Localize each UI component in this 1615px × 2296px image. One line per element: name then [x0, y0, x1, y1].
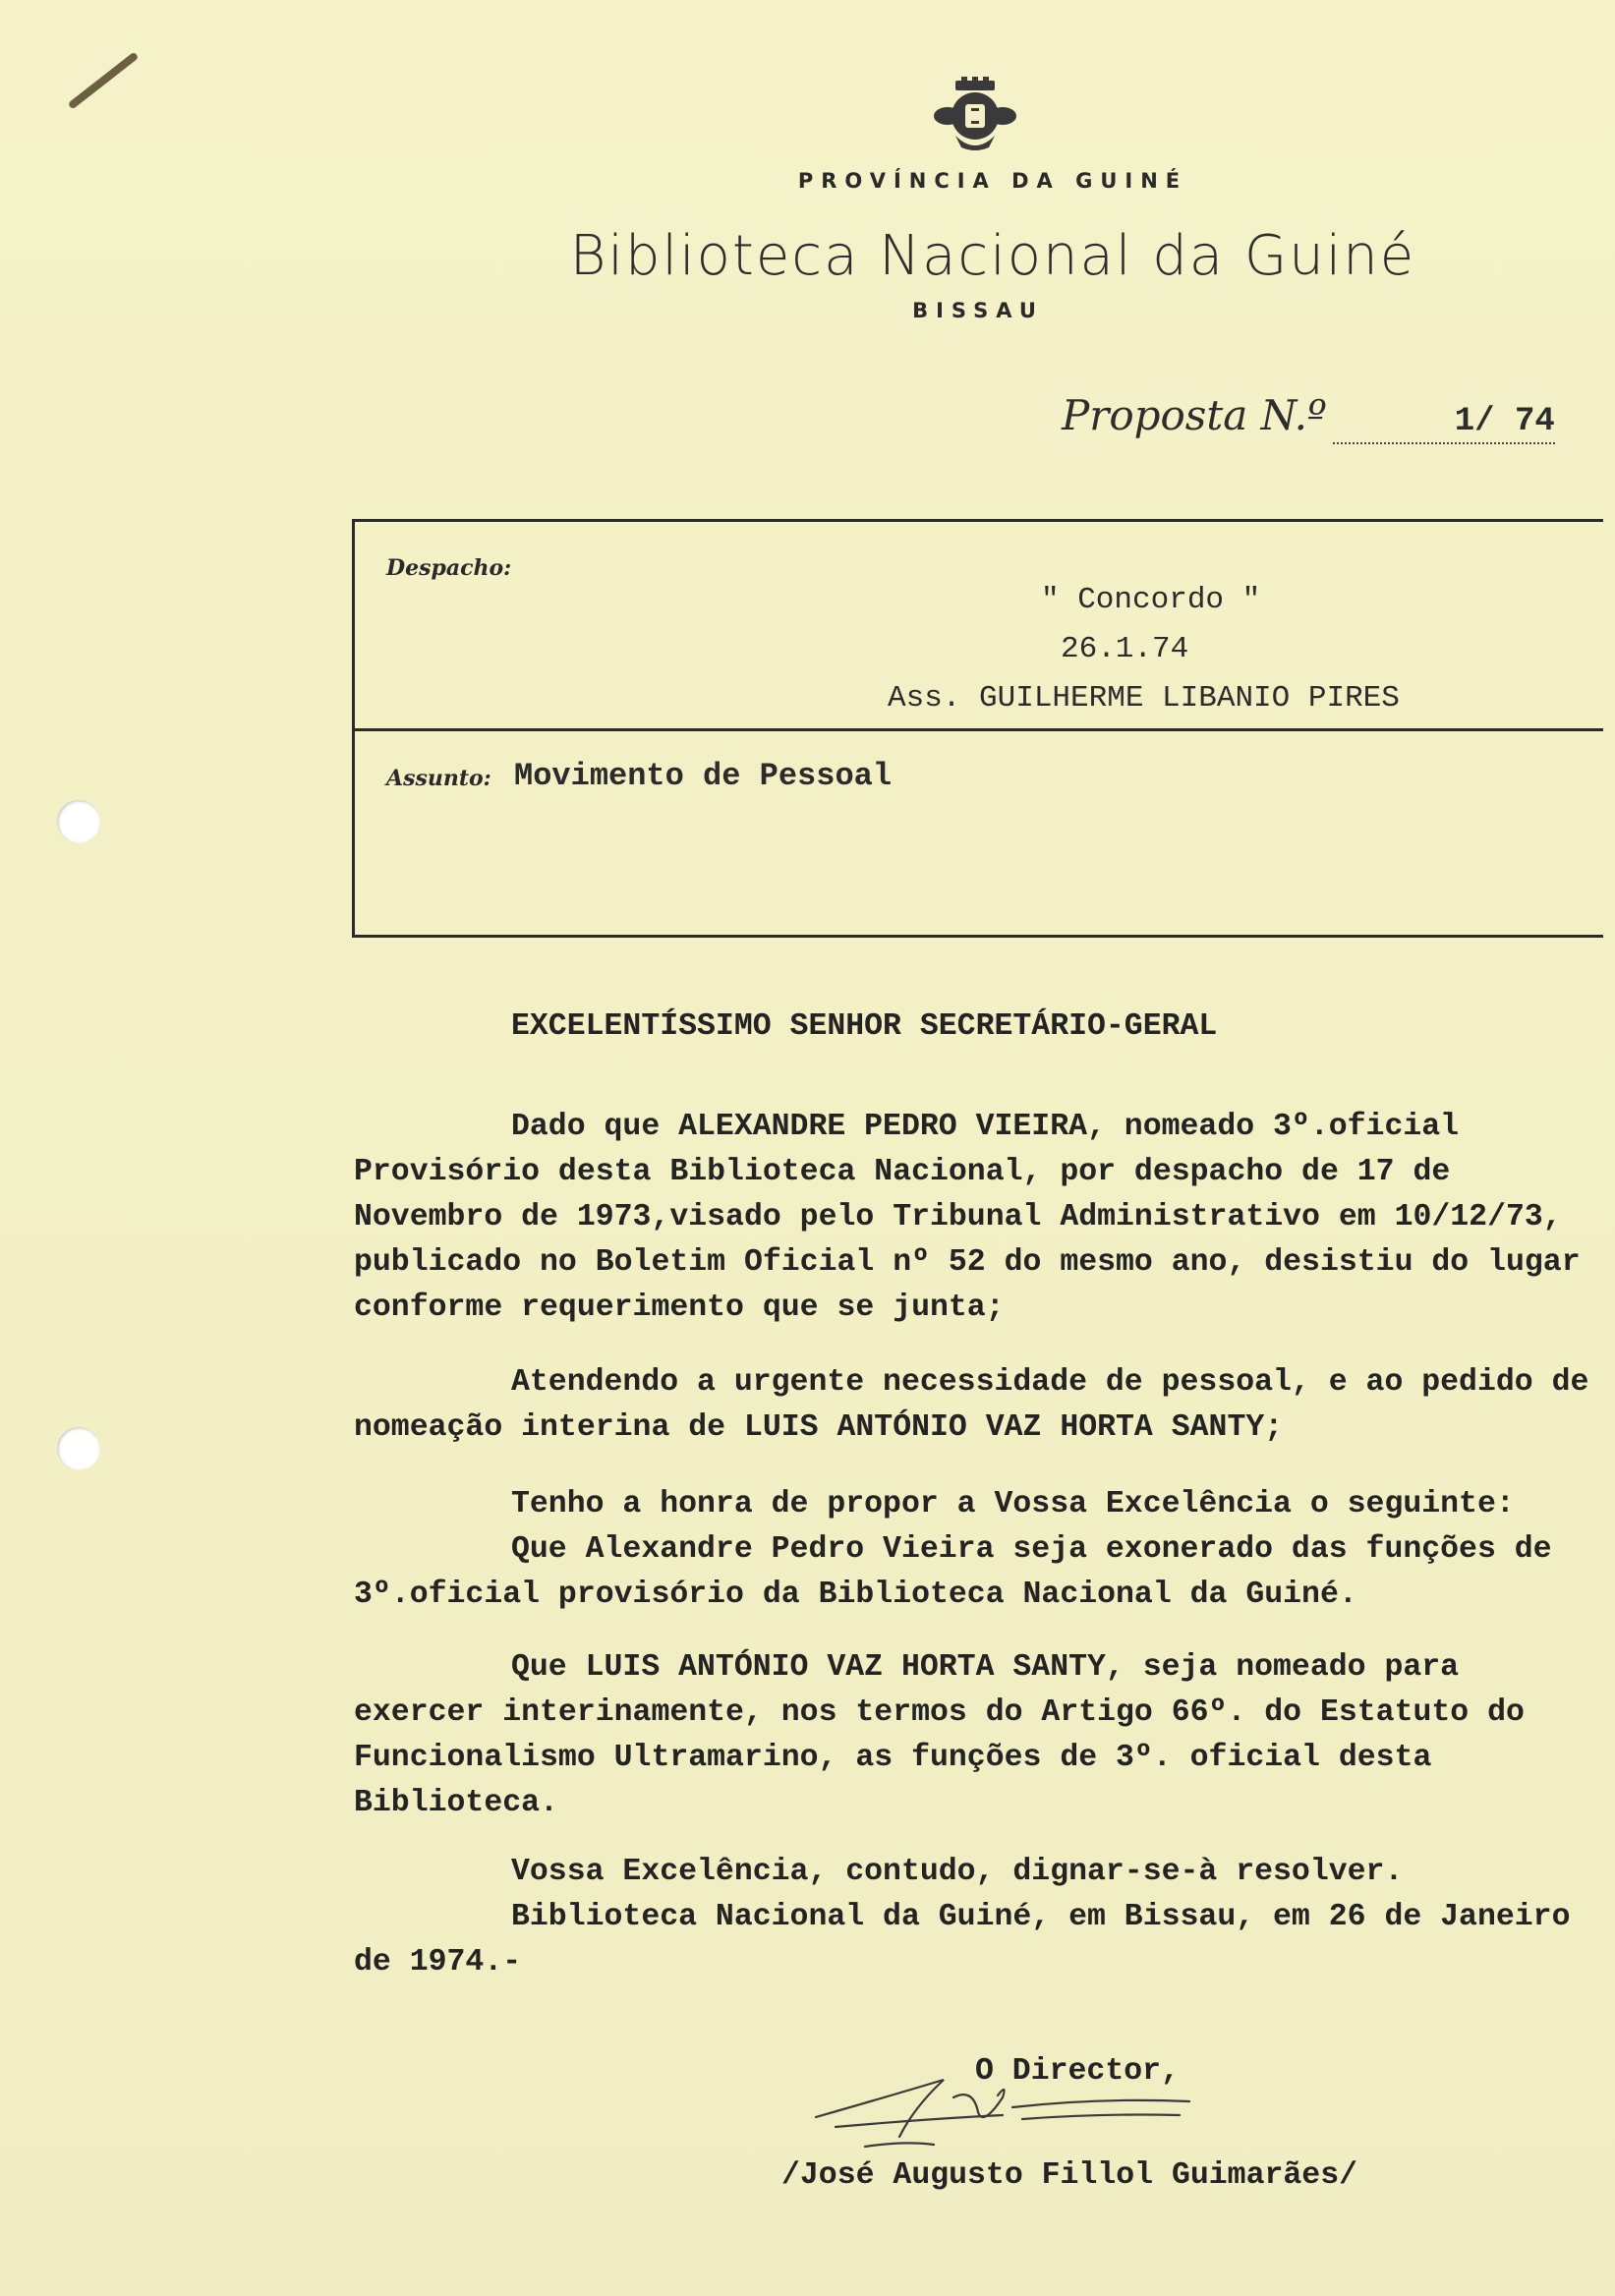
coat-of-arms-icon [926, 77, 1024, 153]
paragraph-text: Que Alexandre Pedro Vieira seja exonerado das funções de 3º.oficial provisório da Biblioteca Nacional da Guiné. [354, 1532, 1552, 1612]
letter-paragraph [354, 1482, 1607, 1618]
despacho-decision: " Concordo " [1041, 583, 1261, 617]
letter-paragraph [354, 1645, 1607, 1826]
paragraph-text: Atendendo a urgente necessidade de pessoal, e ao pedido de nomeação interina de LUIS ANTÓNIO VAZ HORTA SANTY; [354, 1365, 1589, 1445]
proposal-number-line [1062, 391, 1555, 444]
box-divider [355, 728, 1603, 731]
assunto-value: Movimento de Pessoal [514, 758, 893, 794]
despacho-date: 26.1.74 [1061, 632, 1189, 666]
signatory-name: /José Augusto Fillol Guimarães/ [781, 2158, 1357, 2193]
salutation: EXCELENTÍSSIMO SENHOR SECRETÁRIO-GERAL [511, 1009, 1218, 1044]
paragraph-text: Tenho a honra de propor a Vossa Excelência o seguinte: [511, 1487, 1515, 1521]
proposal-label: Proposta N.º [1062, 391, 1327, 439]
institution-name: Biblioteca Nacional da Guiné [569, 224, 1416, 288]
letter-paragraph [354, 1360, 1607, 1451]
dispatch-box [352, 519, 1603, 938]
despacho-signature: Ass. GUILHERME LIBANIO PIRES [888, 681, 1400, 716]
paragraph-text: Biblioteca Nacional da Guiné, em Bissau, em 26 de Janeiro de 1974.- [354, 1900, 1571, 1980]
paragraph-text: Dado que ALEXANDRE PEDRO VIEIRA, nomeado 3º.oficial Provisório desta Biblioteca Nacional, por despacho de 17 de Novembro de 1973,visado pelo Tribunal Administrativo em 10/12/73, publicado no Boletim Oficial nº 52 do mesmo ano, desistiu do lugar conforme requerimento que se junta; [354, 1110, 1581, 1325]
letter-paragraph [354, 1850, 1607, 1985]
province-heading: PROVÍNCIA DA GUINÉ [797, 169, 1188, 193]
letter-paragraph [354, 1105, 1607, 1331]
punch-hole-top [57, 800, 100, 843]
paragraph-text: Que LUIS ANTÓNIO VAZ HORTA SANTY, seja nomeado para exercer interinamente, nos termos do Artigo 66º. do Estatuto do Funcionalismo Ultramarino, as funções de 3º. oficial desta Biblioteca. [354, 1650, 1525, 1820]
paragraph-text: Vossa Excelência, contudo, dignar-se-à resolver. [511, 1855, 1404, 1889]
proposal-number: 1/ 74 [1333, 403, 1555, 444]
city-heading: BISSAU [912, 299, 1044, 322]
despacho-label: Despacho: [386, 555, 512, 581]
ink-stain [68, 51, 140, 109]
assunto-label: Assunto: [386, 766, 491, 791]
punch-hole-bottom [57, 1427, 100, 1470]
signatory-title: O Director, [975, 2054, 1180, 2089]
